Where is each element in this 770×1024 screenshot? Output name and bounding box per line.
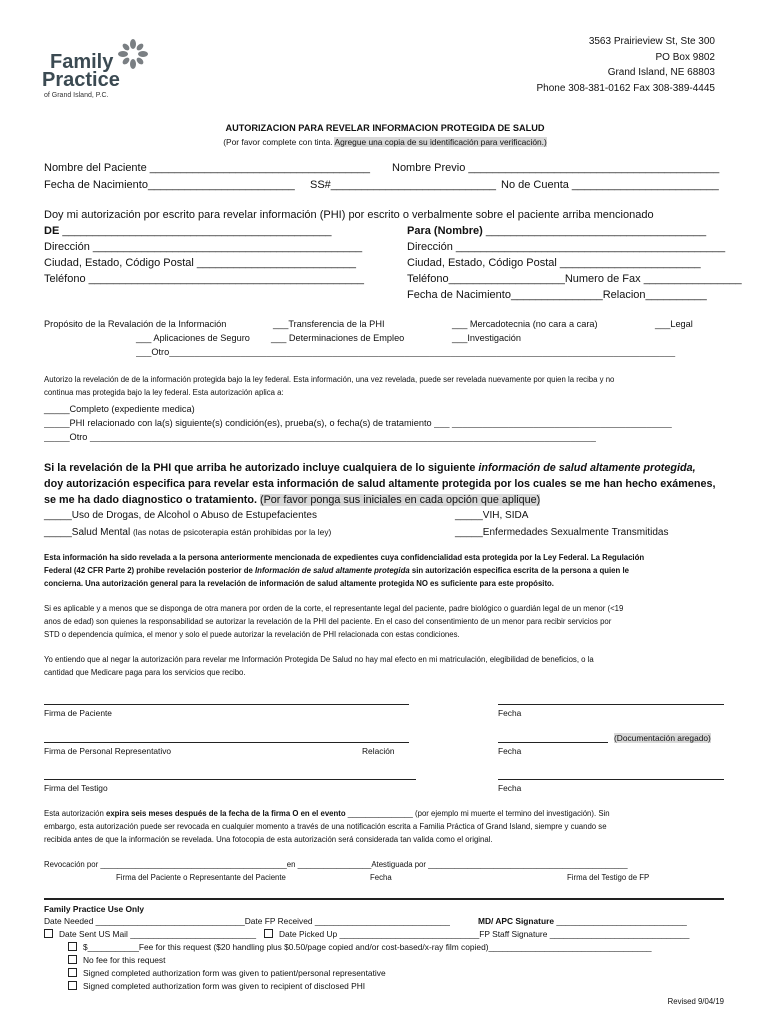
minor-line2: anos de edad) son quienes la responsabilidad se autorizar la revelación de la PHI del paciente. En el caso del consentimiento de un menor para recibir servicios por xyxy=(44,617,612,626)
expiry-line1b: expira seis meses después de la fecha de la firma O en el evento xyxy=(105,809,346,818)
date1-label: Fecha xyxy=(498,708,522,718)
date2-label: Fecha xyxy=(498,746,522,756)
expiry-line1c: _______________ (por ejemplo mi muerte el termino del investigación). Sin xyxy=(345,809,610,818)
federal-note-line1: Autorizo la revelación de de la información protegida bajo la ley federal. Esta información, una vez revelada, puede ser revelada nuevamente por quien la reciba y no xyxy=(44,375,615,384)
applies-phi-condition[interactable]: _____PHI relacionado con la(s) siguiente(s) condición(es), prueba(s), o fecha(s) de tratamiento ___ ___________________________________________ xyxy=(44,418,672,428)
sensitive-drugs[interactable]: _____Uso de Drogas, de Alcohol o Abuso de Estupefacientes xyxy=(44,510,317,521)
md-apc-label: MD/ APC Signature xyxy=(478,916,555,926)
regulation-line2c: sin autorización especifica escrita de la persona a quien le xyxy=(409,566,629,575)
to-dob-field[interactable]: Fecha de Nacimiento_______________Relacion__________ xyxy=(407,289,707,301)
subtitle-highlight: Agregue una copia de su identificación para verificación.) xyxy=(334,137,547,147)
sensitive-para-line3 xyxy=(44,494,540,506)
nofee-item[interactable] xyxy=(68,955,165,965)
medicare-line2: cantidad que Medicare paga para los servicios que recibo. xyxy=(44,668,246,677)
sensitive-line1a: Si la revelación de la PHI que arriba he autorizado incluye cualquiera de lo siguiente xyxy=(44,462,479,474)
md-apc-line: ____________________________ xyxy=(554,916,687,926)
purpose-other[interactable]: ___Otro___________________________________________________________________________________________________ xyxy=(136,347,676,357)
date1-line[interactable] xyxy=(498,704,724,705)
from-address-field[interactable]: Dirección ____________________________________________ xyxy=(44,241,363,253)
date-picked-label: Date Picked Up ______________________________FP Staff Signature ______________________________ xyxy=(279,929,690,939)
subtitle-plain: (Por favor complete con tinta. xyxy=(223,137,335,147)
to-label: Para (Nombre) xyxy=(407,225,483,237)
relation-label: Relación xyxy=(362,746,395,756)
fee-checkbox[interactable] xyxy=(68,942,77,951)
given-recipient-checkbox[interactable] xyxy=(68,981,77,990)
address-line1: 3563 Prairieview St, Ste 300 xyxy=(588,36,715,47)
nofee-checkbox[interactable] xyxy=(68,955,77,964)
to-name-field[interactable] xyxy=(407,225,706,237)
logo-line1: Family xyxy=(50,51,114,73)
revocation-date-label: Fecha xyxy=(370,873,392,882)
date3-label: Fecha xyxy=(498,783,522,793)
sensitive-para-line2: doy autorización especifica para revelar esta información de salud altamente protegida por los cuales se me han hecho exámenes, xyxy=(44,478,716,490)
office-divider xyxy=(44,898,724,900)
medicare-line1: Yo entiendo que al negar la autorización para revelar me Información Protegida De Salud no hay mal efecto en mi matriculación, elegibilidad de beneficios, o la xyxy=(44,655,594,664)
from-city-field[interactable]: Ciudad, Estado, Código Postal __________________________ xyxy=(44,257,356,269)
sensitive-std[interactable]: _____Enfermedades Sexualmente Transmitidas xyxy=(455,527,669,538)
mental-health-label: _____Salud Mental xyxy=(44,527,133,538)
purpose-research[interactable]: ___Investigación xyxy=(452,333,521,343)
minor-line1: Si es aplicable y a menos que se disponga de otra manera por orden de la corte, el representante legal del paciente, padre biológico o guardián legal de un menor (<19 xyxy=(44,604,624,613)
clinic-address xyxy=(537,34,715,96)
revocation-field[interactable]: Revocación por ___________________________________________en _________________Atestiguada por ______________________________________________ xyxy=(44,860,628,869)
date-sent-field[interactable] xyxy=(44,929,256,939)
consent-intro: Doy mi autorización por escrito para revelar información (PHI) por escrito o verbalmente sobre el paciente arriba mencionado xyxy=(44,209,654,221)
regulation-line2 xyxy=(44,566,629,575)
date2-line[interactable] xyxy=(498,742,608,743)
sent-checkbox[interactable] xyxy=(44,929,53,938)
revocation-patient-label: Firma del Paciente o Representante del Paciente xyxy=(116,873,286,882)
purpose-label: Propósito de la Revalación de la Información xyxy=(44,319,227,329)
rep-signature-line[interactable] xyxy=(44,742,409,743)
to-line: ____________________________________ xyxy=(482,225,707,237)
patient-name-field[interactable]: Nombre del Paciente ____________________________________ xyxy=(44,162,371,174)
address-line4: Phone 308-381-0162 Fax 308-389-4445 xyxy=(536,82,715,94)
purpose-marketing[interactable]: ___ Mercadotecnia (no cara a cara) xyxy=(452,319,598,329)
regulation-line1: Esta información ha sido revelada a la persona anteriormente mencionada de expedientes cuya confidencialidad esta protegida por la Ley Federal. La Regulación xyxy=(44,553,645,562)
fee-label: $___________Fee for this request ($20 handling plus $0.50/page copied and/or cost-based/x-ray film copied)___________________________________ xyxy=(83,942,652,952)
expiry-line1a: Esta autorización xyxy=(44,809,106,818)
sensitive-line1b: información de salud altamente protegida, xyxy=(478,462,696,474)
from-field[interactable] xyxy=(44,225,332,237)
md-apc-signature-field[interactable] xyxy=(478,916,687,926)
given-recipient-label: Signed completed authorization form was given to recipient of disclosed PHI xyxy=(83,981,366,991)
form-title: AUTORIZACION PARA REVELAR INFORMACION PROTEGIDA DE SALUD xyxy=(225,123,545,133)
sensitive-mental-health[interactable] xyxy=(44,527,331,538)
expiry-line2: embargo, esta autorización puede ser revocada en cualquier momento a través de una notificación escrita a Familia Práctica of Grand Island, siempre y cuando se xyxy=(44,822,607,831)
witness-signature-label: Firma del Testigo xyxy=(44,783,108,793)
regulation-line3: concierna. Una autorización general para la revelación de información de salud altamente protegida NO es suficiente para este propósito. xyxy=(44,579,554,588)
given-patient-checkbox[interactable] xyxy=(68,968,77,977)
nofee-label: No fee for this request xyxy=(83,955,166,965)
picked-checkbox[interactable] xyxy=(264,929,273,938)
sensitive-line3b: (Por favor ponga sus iniciales en cada opción que aplique) xyxy=(259,494,541,506)
logo-line3: of Grand Island, P.C. xyxy=(44,92,109,99)
patient-signature-label: Firma de Paciente xyxy=(44,708,112,718)
to-city-field[interactable]: Ciudad, Estado, Código Postal _______________________ xyxy=(407,257,701,269)
form-subtitle xyxy=(0,137,770,147)
minor-line3: STD o dependencia química, el menor y solo el puede autorizar la revelación de PHI relacionada con estas condiciones. xyxy=(44,630,460,639)
previous-name-field[interactable]: Nombre Previo _________________________________________ xyxy=(392,162,720,174)
sensitive-hiv[interactable]: _____VIH, SIDA xyxy=(455,510,529,521)
revocation-witness-label: Firma del Testigo de FP xyxy=(567,873,650,882)
logo xyxy=(40,36,150,102)
office-use-title: Family Practice Use Only xyxy=(44,904,145,914)
date-sent-label: Date Sent US Mail ___________________________ xyxy=(59,929,256,939)
expiry-line3: recibida antes de que la información se revelada. Una fotocopia de esta autorización será considerada tan valida como el original. xyxy=(44,835,493,844)
given-patient-label: Signed completed authorization form was given to patient/personal representative xyxy=(83,968,386,978)
applies-complete[interactable]: _____Completo (expediente medica) xyxy=(44,404,195,414)
to-phone-field[interactable]: Teléfono___________________Numero de Fax ________________ xyxy=(407,273,742,285)
date-needed-field[interactable]: Date Needed ________________________________Date FP Received _____________________________ xyxy=(44,916,450,926)
expiry-line1 xyxy=(44,809,610,818)
purpose-transfer[interactable]: ___Transferencia de la PHI xyxy=(273,319,385,329)
date3-line[interactable] xyxy=(498,779,724,780)
regulation-line2b: Información de salud altamente protegida xyxy=(255,566,410,575)
address-line2: PO Box 9802 xyxy=(655,51,715,63)
logo-line2: Practice xyxy=(42,69,120,91)
given-recipient-item[interactable] xyxy=(68,981,365,991)
flower-icon xyxy=(118,38,148,70)
rep-signature-label: Firma de Personal Representativo xyxy=(44,746,172,756)
account-number-field[interactable]: No de Cuenta ________________________ xyxy=(501,179,719,191)
witness-signature-line[interactable] xyxy=(44,779,416,780)
sensitive-para-line1 xyxy=(44,462,696,474)
applies-other[interactable]: _____Otro ___________________________________________________________________________________________________ xyxy=(44,432,596,442)
address-line3: Grand Island, NE 68803 xyxy=(607,67,715,78)
federal-note-line2: continua mas protegida bajo la ley federal. Esta autorización aplica a: xyxy=(44,388,284,397)
from-line: ____________________________________________ xyxy=(59,225,332,237)
sensitive-line3a: se me ha dado diagnostico o tratamiento. xyxy=(44,494,260,506)
purpose-employment[interactable]: ___ Determinaciones de Empleo xyxy=(271,333,405,343)
date-picked-field[interactable] xyxy=(264,929,689,939)
regulation-line2a: Federal (42 CFR Parte 2) prohibe revelación posterior de xyxy=(44,566,256,575)
fee-item[interactable] xyxy=(68,942,652,952)
purpose-insurance[interactable]: ___ Aplicaciones de Seguro xyxy=(136,333,250,343)
doc-added-note: (Documentación aregado) xyxy=(614,733,711,743)
given-patient-item[interactable] xyxy=(68,968,386,978)
dob-field[interactable]: Fecha de Nacimiento________________________ xyxy=(44,179,295,191)
ssn-field[interactable]: SS#___________________________ xyxy=(310,179,496,191)
from-phone-field[interactable]: Teléfono _____________________________________________ xyxy=(44,273,364,285)
mental-health-note: (las notas de psicoterapia están prohibidas por la ley) xyxy=(132,527,332,537)
patient-signature-line[interactable] xyxy=(44,704,409,705)
to-address-field[interactable]: Dirección ____________________________________________ xyxy=(407,241,726,253)
revised-date: Revised 9/04/19 xyxy=(667,997,724,1006)
from-label: DE xyxy=(44,225,60,237)
purpose-legal[interactable]: ___Legal xyxy=(655,319,693,329)
